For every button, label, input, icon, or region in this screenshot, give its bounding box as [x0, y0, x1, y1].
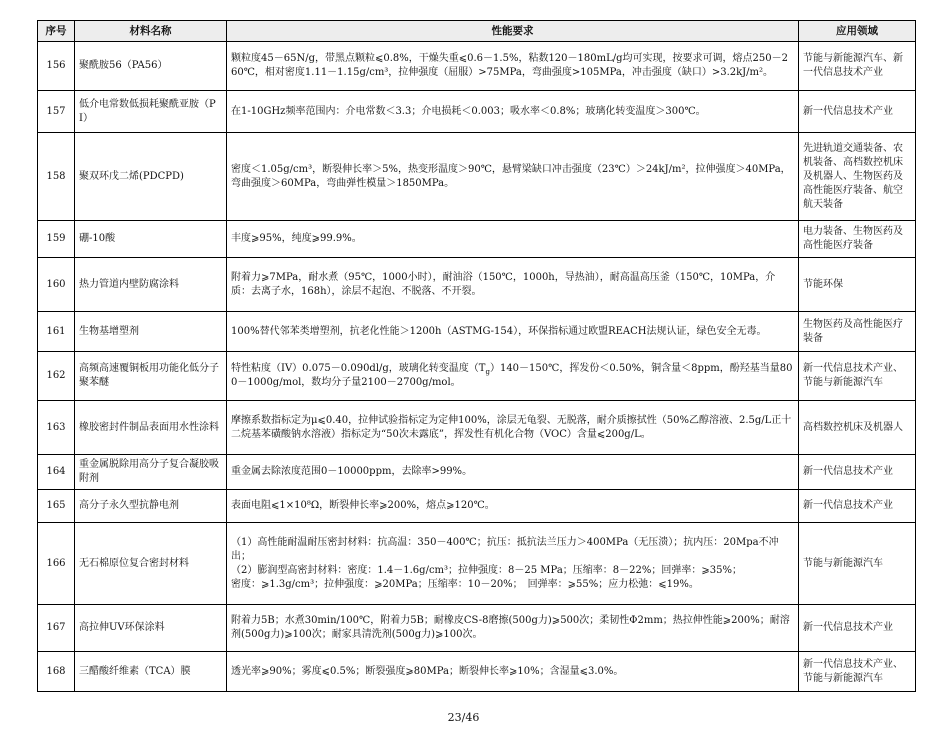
row-application: 先进轨道交通装备、农机装备、高档数控机床及机器人、生物医药及高性能医疗装备、航空航天装备	[799, 133, 916, 221]
row-num: 166	[38, 523, 75, 605]
row-requirements	[227, 352, 799, 401]
header-name: 材料名称	[75, 21, 227, 42]
row-num: 157	[38, 91, 75, 133]
row-requirements: 摩擦系数指标定为μ⩽0.40，拉伸试验指标定为定伸100%，涂层无龟裂、无脱落，耐介质擦拭性（50%乙醇溶液、2.5g/L正十二烷基苯磺酸钠水溶液）指标定为“50次未露底”，挥发性有机化合物（VOC）含量⩽200g/L。	[227, 401, 799, 455]
row-num: 162	[38, 352, 75, 401]
table-row	[38, 42, 916, 91]
page-number: 23/46	[447, 711, 480, 724]
row-num: 163	[38, 401, 75, 455]
row-material-name: 聚酰胺56（PA56）	[75, 42, 227, 91]
row-application: 新一代信息技术产业	[799, 490, 916, 523]
row-material-name: 生物基增塑剂	[75, 312, 227, 352]
row-requirements: 100%替代邻苯类增塑剂，抗老化性能＞1200h（ASTMG-154），环保指标通过欧盟REACH法规认证，绿色安全无毒。	[227, 312, 799, 352]
table-header-row	[38, 21, 916, 42]
materials-table	[37, 20, 916, 692]
row-material-name: 重金属脱除用高分子复合凝胶吸附剂	[75, 455, 227, 490]
row-material-name: 高拉伸UV环保涂料	[75, 605, 227, 652]
row-requirements: 丰度⩾95%，纯度⩾99.9%。	[227, 221, 799, 258]
row-application: 高档数控机床及机器人	[799, 401, 916, 455]
req-line: （1）高性能耐温耐压密封材料：抗高温：350－400℃；抗压：抵抗法兰压力＞400MPa（无压溃）；抗内压：20Mpa不冲出；	[231, 536, 779, 562]
row-material-name: 三醋酸纤维素（TCA）膜	[75, 652, 227, 692]
req-line: （2）膨润型高密封材料：密度：1.4－1.6g/cm³；拉伸强度：8－25 MPa；压缩率：8－22%；回弹率：⩾35%；	[231, 564, 742, 576]
row-application: 节能与新能源汽车	[799, 523, 916, 605]
table-row	[38, 221, 916, 258]
row-requirements: 附着力5B；水煮30min/100℃，附着力5B；耐橡皮CS-8磨擦(500g力)⩾500次；柔韧性Φ2mm；热拉伸性能⩾200%；耐溶剂(500g力)⩾100次；耐家具清洗剂(500g力)⩾100次。	[227, 605, 799, 652]
row-application: 节能与新能源汽车、新一代信息技术产业	[799, 42, 916, 91]
row-requirements	[227, 523, 799, 605]
row-num: 156	[38, 42, 75, 91]
row-num: 167	[38, 605, 75, 652]
table-row	[38, 258, 916, 312]
req-text-pre: 特性粘度（IV）0.075－0.090dl/g，玻璃化转变温度（T	[231, 363, 486, 374]
row-requirements: 在1-10GHz频率范围内：介电常数＜3.3；介电损耗＜0.003；吸水率＜0.8%；玻璃化转变温度＞300℃。	[227, 91, 799, 133]
table-row	[38, 312, 916, 352]
header-requirements: 性能要求	[227, 21, 799, 42]
row-num: 161	[38, 312, 75, 352]
table-row	[38, 91, 916, 133]
row-requirements: 颗粒度45－65N/g，带黑点颗粒⩽0.8%，干燥失重⩽0.6－1.5%，粘数120－180mL/g均可实现，按要求可调，熔点250－260℃，相对密度1.11－1.15g/cm³，拉伸强度（屈服）>75MPa，弯曲强度>105MPa，冲击强度（缺口）>3.2kJ/m²。	[227, 42, 799, 91]
row-material-name: 硼-10酸	[75, 221, 227, 258]
row-requirements: 透光率⩾90%；雾度⩽0.5%；断裂强度⩾80MPa；断裂伸长率⩾10%；含湿量⩽3.0%。	[227, 652, 799, 692]
table-row	[38, 352, 916, 401]
table-row	[38, 401, 916, 455]
row-application: 新一代信息技术产业	[799, 455, 916, 490]
table-row	[38, 490, 916, 523]
row-num: 164	[38, 455, 75, 490]
table-row	[38, 523, 916, 605]
row-num: 168	[38, 652, 75, 692]
req-subscript: g	[485, 368, 490, 376]
table-row	[38, 455, 916, 490]
row-num: 159	[38, 221, 75, 258]
row-requirements: 密度＜1.05g/cm³，断裂伸长率＞5%，热变形温度＞90℃，悬臂梁缺口冲击强度（23℃）＞24kJ/m²，拉伸强度＞40MPa，弯曲强度＞60MPa，弯曲弹性模量＞1850MPa。	[227, 133, 799, 221]
row-material-name: 高频高速覆铜板用功能化低分子聚苯醚	[75, 352, 227, 401]
table-row	[38, 652, 916, 692]
row-application: 新一代信息技术产业	[799, 605, 916, 652]
row-material-name: 无石棉原位复合密封材料	[75, 523, 227, 605]
table-row	[38, 133, 916, 221]
row-requirements: 重金属去除浓度范围0－10000ppm，去除率>99%。	[227, 455, 799, 490]
row-application: 新一代信息技术产业、节能与新能源汽车	[799, 652, 916, 692]
row-material-name: 聚双环戊二烯(PDCPD)	[75, 133, 227, 221]
req-text-post: ）140－150℃，挥发份＜0.50%，铜含量＜8ppm，酚羟基当量800－1000g/mol，数均分子量2100－2700g/mol。	[231, 363, 793, 388]
row-material-name: 高分子永久型抗静电剂	[75, 490, 227, 523]
header-application: 应用领域	[799, 21, 916, 42]
row-application: 新一代信息技术产业、节能与新能源汽车	[799, 352, 916, 401]
row-application: 新一代信息技术产业	[799, 91, 916, 133]
table-row	[38, 605, 916, 652]
row-application: 生物医药及高性能医疗装备	[799, 312, 916, 352]
row-material-name: 低介电常数低损耗聚酰亚胺（PI）	[75, 91, 227, 133]
row-application: 电力装备、生物医药及高性能医疗装备	[799, 221, 916, 258]
row-requirements: 表面电阻⩽1×10⁸Ω，断裂伸长率⩾200%，熔点⩾120℃。	[227, 490, 799, 523]
row-application: 节能环保	[799, 258, 916, 312]
row-num: 165	[38, 490, 75, 523]
row-material-name: 热力管道内壁防腐涂料	[75, 258, 227, 312]
row-num: 158	[38, 133, 75, 221]
row-material-name: 橡胶密封件制品表面用水性涂料	[75, 401, 227, 455]
header-num: 序号	[38, 21, 75, 42]
row-requirements: 附着力⩾7MPa，耐水煮（95℃，1000小时），耐油浴（150℃，1000h，导热油），耐高温高压釜（150℃，10MPa，介质：去离子水，168h），涂层不起泡、不脱落、不开裂。	[227, 258, 799, 312]
req-line: 密度：⩾1.3g/cm³；拉伸强度：⩾20MPa；压缩率：10－20%； 回弹率：⩾55%；应力松弛：⩽19%。	[231, 578, 699, 590]
row-num: 160	[38, 258, 75, 312]
